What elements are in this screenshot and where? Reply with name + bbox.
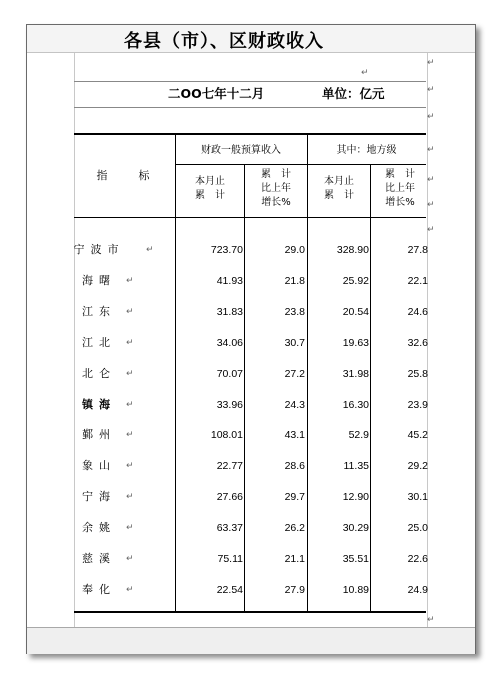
paragraph-mark: ↵ — [427, 225, 435, 235]
paragraph-mark: ↵ — [126, 400, 134, 410]
table-cell-v4: 30.1 — [407, 491, 428, 503]
header-growth-general: 累 计 比上年 增长% — [261, 169, 291, 208]
table-bottom-border — [74, 611, 426, 613]
row-label: 海曙 — [82, 274, 116, 287]
table-cell-v2: 21.8 — [284, 275, 305, 287]
paragraph-mark: ↵ — [126, 276, 134, 286]
table-cell-v1: 33.96 — [216, 399, 243, 411]
column-divider — [244, 165, 245, 612]
table-cell-v1: 22.77 — [216, 460, 243, 472]
table-cell-v4: 25.8 — [407, 368, 428, 380]
table-cell-v2: 26.2 — [284, 522, 305, 534]
row-label: 象山 — [82, 459, 116, 472]
table-cell-v2: 29.7 — [284, 491, 305, 503]
table-cell-v3: 10.89 — [342, 584, 369, 596]
table-cell-v4: 22.1 — [407, 275, 428, 287]
table-cell-v1: 31.83 — [216, 306, 243, 318]
table-cell-v1: 34.06 — [216, 337, 243, 349]
row-label: 鄞州 — [82, 428, 116, 441]
paragraph-mark: ↵ — [361, 68, 369, 78]
table-cell-v3: 20.54 — [342, 306, 369, 318]
table-cell-v2: 28.6 — [284, 460, 305, 472]
paragraph-mark: ↵ — [427, 112, 435, 122]
table-cell-v2: 24.3 — [284, 399, 305, 411]
header-local-level: 其中：地方级 — [336, 145, 397, 156]
table-cell-v3: 12.90 — [342, 491, 369, 503]
table-cell-v2: 27.2 — [284, 368, 305, 380]
paragraph-mark: ↵ — [126, 430, 134, 440]
table-cell-v1: 75.11 — [217, 553, 243, 565]
table-cell-v4: 27.8 — [407, 244, 428, 256]
table-cell-v1: 41.93 — [216, 275, 243, 287]
header-bottom-border — [74, 217, 426, 218]
column-divider — [307, 135, 308, 612]
paragraph-mark: ↵ — [427, 200, 435, 210]
paragraph-mark: ↵ — [126, 554, 134, 564]
table-cell-v4: 24.9 — [407, 584, 428, 596]
table-cell-v4: 32.6 — [407, 337, 428, 349]
header-cumulative-general: 本月止 累 计 — [195, 176, 225, 201]
row-label: 余姚 — [82, 521, 116, 534]
row-label: 宁波市 — [73, 243, 125, 256]
table-cell-v4: 24.6 — [407, 306, 428, 318]
paragraph-mark: ↵ — [427, 615, 435, 625]
table-cell-v4: 22.6 — [407, 553, 428, 565]
table-cell-v3: 19.63 — [342, 337, 369, 349]
table-cell-v3: 16.30 — [342, 399, 369, 411]
table-cell-v3: 52.9 — [348, 429, 369, 441]
row-label: 奉化 — [82, 583, 116, 596]
row-label: 江北 — [82, 336, 116, 349]
paragraph-mark: ↵ — [126, 307, 134, 317]
paragraph-mark: ↵ — [427, 145, 435, 155]
table-cell-v1: 22.54 — [216, 584, 243, 596]
report-date: 二OO七年十二月 — [168, 86, 265, 101]
table-cell-v4: 45.2 — [407, 429, 428, 441]
table-cell-v1: 108.01 — [210, 429, 243, 441]
table-cell-v4: 23.9 — [407, 399, 428, 411]
table-cell-v3: 11.35 — [343, 460, 369, 472]
rule-line — [74, 107, 426, 108]
row-label: 北仑 — [82, 367, 116, 380]
header-indicator: 指 标 — [96, 169, 153, 182]
row-label: 镇海 — [82, 398, 116, 411]
report-unit: 单位：亿元 — [322, 86, 385, 101]
row-label: 江东 — [82, 305, 116, 318]
table-cell-v4: 25.0 — [407, 522, 428, 534]
paragraph-mark: ↵ — [126, 369, 134, 379]
table-cell-v2: 30.7 — [284, 337, 305, 349]
page-title: 各县（市）、区财政收入 — [124, 31, 324, 52]
row-label: 宁海 — [82, 490, 116, 503]
column-divider — [370, 165, 371, 612]
column-divider — [175, 135, 176, 612]
paragraph-mark: ↵ — [126, 338, 134, 348]
table-cell-v2: 29.0 — [284, 244, 305, 256]
table-cell-v4: 29.2 — [407, 460, 428, 472]
table-cell-v3: 35.51 — [342, 553, 369, 565]
paragraph-mark: ↵ — [126, 492, 134, 502]
header-growth-local: 累 计 比上年 增长% — [385, 169, 415, 208]
table-cell-v3: 31.98 — [342, 368, 369, 380]
table-cell-v1: 70.07 — [216, 368, 243, 380]
paragraph-mark: ↵ — [427, 85, 435, 95]
header-general-budget: 财政一般预算收入 — [201, 145, 281, 156]
paragraph-mark: ↵ — [427, 58, 435, 68]
header-divider — [175, 164, 426, 165]
table-cell-v2: 23.8 — [284, 306, 305, 318]
table-cell-v3: 328.90 — [336, 244, 369, 256]
table-cell-v2: 43.1 — [284, 429, 305, 441]
paragraph-mark: ↵ — [427, 175, 435, 185]
table-cell-v1: 723.70 — [210, 244, 243, 256]
table-cell-v3: 30.29 — [342, 522, 369, 534]
paragraph-mark: ↵ — [126, 585, 134, 595]
rule-line — [74, 81, 426, 82]
row-label: 慈溪 — [82, 552, 116, 565]
paragraph-mark: ↵ — [126, 461, 134, 471]
paragraph-mark: ↵ — [146, 245, 154, 255]
table-cell-v2: 27.9 — [284, 584, 305, 596]
header-cumulative-local: 本月止 累 计 — [324, 176, 354, 201]
table-cell-v1: 63.37 — [216, 522, 243, 534]
table-cell-v1: 27.66 — [216, 491, 243, 503]
table-cell-v3: 25.92 — [342, 275, 369, 287]
paragraph-mark: ↵ — [126, 523, 134, 533]
table-top-border — [74, 133, 426, 135]
table-cell-v2: 21.1 — [284, 553, 305, 565]
